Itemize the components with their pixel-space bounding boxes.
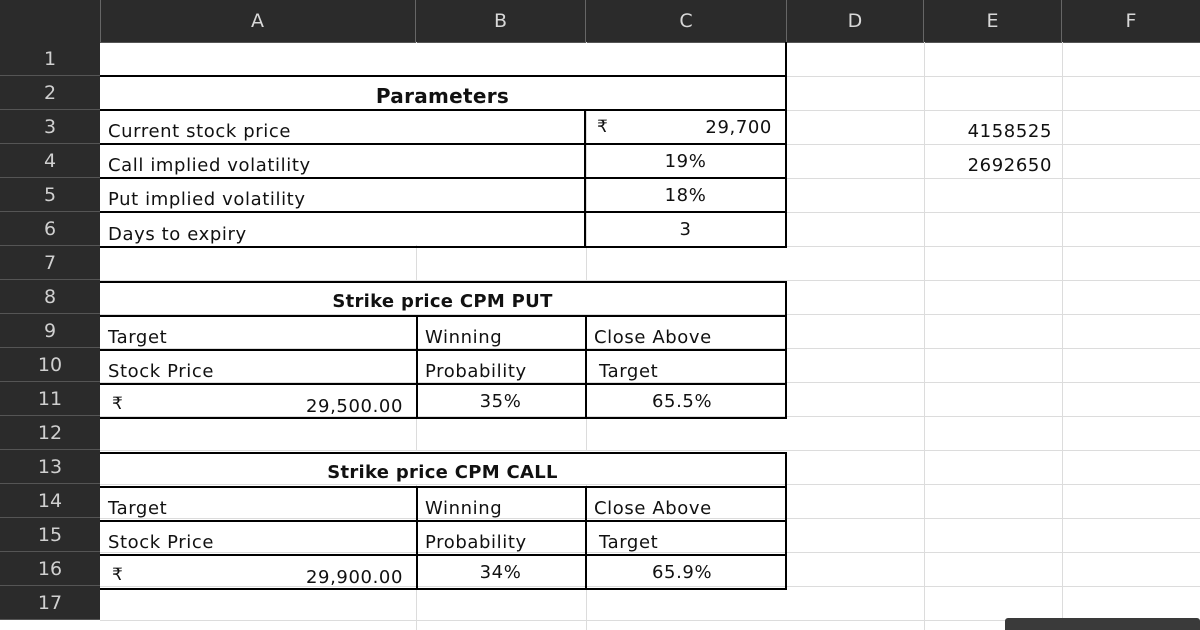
row-header-15[interactable]: 15 — [0, 518, 100, 552]
row-header-5[interactable]: 5 — [0, 178, 100, 212]
border — [100, 417, 787, 419]
row-header-3[interactable]: 3 — [0, 110, 100, 144]
border — [100, 109, 787, 111]
put-header-probability[interactable]: Probability — [425, 361, 527, 382]
call-header-close-above[interactable]: Close Above — [594, 498, 712, 519]
border — [585, 315, 587, 419]
put-header-target[interactable]: Target — [108, 327, 168, 348]
border — [100, 349, 787, 351]
cell-e4-value[interactable]: 2692650 — [967, 155, 1052, 176]
row-header-1[interactable]: 1 — [0, 42, 100, 76]
call-header-stock-price[interactable]: Stock Price — [108, 532, 215, 553]
border — [100, 75, 787, 77]
border — [100, 383, 787, 385]
row-header-17[interactable]: 17 — [0, 586, 100, 620]
put-winning-probability[interactable]: 35% — [479, 391, 522, 412]
border — [100, 143, 787, 145]
put-close-above[interactable]: 65.5% — [652, 391, 713, 412]
row-header-7[interactable]: 7 — [0, 246, 100, 280]
column-header-b[interactable]: B — [416, 0, 586, 42]
call-header-winning[interactable]: Winning — [425, 498, 503, 519]
border — [100, 211, 787, 213]
column-header-a[interactable]: A — [100, 0, 416, 42]
border — [785, 42, 787, 248]
call-header-target[interactable]: Target — [108, 498, 168, 519]
border — [100, 246, 787, 248]
row-header-13[interactable]: 13 — [0, 450, 100, 484]
call-iv-label[interactable]: Call implied volatility — [108, 155, 311, 176]
call-currency[interactable]: ₹ — [112, 565, 124, 585]
row-header-2[interactable]: 2 — [0, 76, 100, 110]
put-currency[interactable]: ₹ — [112, 394, 124, 414]
days-to-expiry-label[interactable]: Days to expiry — [108, 224, 247, 245]
row-header-12[interactable]: 12 — [0, 416, 100, 450]
gridline — [100, 484, 1200, 485]
call-header-probability[interactable]: Probability — [425, 532, 527, 553]
call-winning-probability[interactable]: 34% — [479, 562, 522, 583]
put-header-close-above[interactable]: Close Above — [594, 327, 712, 348]
current-stock-price-label[interactable]: Current stock price — [108, 121, 292, 142]
row-header-6[interactable]: 6 — [0, 212, 100, 246]
border — [100, 520, 787, 522]
border — [100, 177, 787, 179]
put-header-stock-price[interactable]: Stock Price — [108, 361, 215, 382]
border — [785, 281, 787, 419]
put-target-price[interactable]: 29,500.00 — [305, 396, 403, 417]
border — [100, 486, 787, 488]
border — [100, 452, 787, 454]
row-header-4[interactable]: 4 — [0, 144, 100, 178]
parameters-title[interactable]: Parameters — [375, 84, 510, 108]
gridline — [1062, 42, 1063, 630]
border — [100, 588, 787, 590]
row-header-10[interactable]: 10 — [0, 348, 100, 382]
row-header-8[interactable]: 8 — [0, 280, 100, 314]
call-iv-value[interactable]: 19% — [664, 151, 707, 172]
column-header-d[interactable]: D — [787, 0, 924, 42]
border — [100, 281, 787, 283]
cell-e3-value[interactable]: 4158525 — [967, 121, 1052, 142]
call-target-price[interactable]: 29,900.00 — [305, 567, 403, 588]
call-header-target-2[interactable]: Target — [599, 532, 659, 553]
current-stock-price-value[interactable]: 29,700 — [705, 117, 772, 138]
row-header-16[interactable]: 16 — [0, 552, 100, 586]
put-iv-value[interactable]: 18% — [664, 185, 707, 206]
row-header-11[interactable]: 11 — [0, 382, 100, 416]
column-header-f[interactable]: F — [1125, 10, 1137, 32]
put-table-title[interactable]: Strike price CPM PUT — [332, 291, 553, 312]
put-iv-label[interactable]: Put implied volatility — [108, 189, 306, 210]
column-header-c[interactable]: C — [586, 0, 787, 42]
select-all-corner[interactable] — [0, 0, 101, 42]
border — [585, 486, 587, 590]
current-stock-price-currency[interactable]: ₹ — [597, 117, 609, 137]
days-to-expiry-value[interactable]: 3 — [679, 219, 692, 240]
column-header-e[interactable]: E — [924, 0, 1062, 42]
put-header-target-2[interactable]: Target — [599, 361, 659, 382]
border — [785, 452, 787, 590]
border — [100, 315, 787, 317]
horizontal-scrollbar[interactable] — [1005, 618, 1200, 630]
row-header-14[interactable]: 14 — [0, 484, 100, 518]
call-close-above[interactable]: 65.9% — [652, 562, 713, 583]
call-table-title[interactable]: Strike price CPM CALL — [327, 462, 558, 483]
row-header-9[interactable]: 9 — [0, 314, 100, 348]
border — [100, 554, 787, 556]
put-header-winning[interactable]: Winning — [425, 327, 503, 348]
